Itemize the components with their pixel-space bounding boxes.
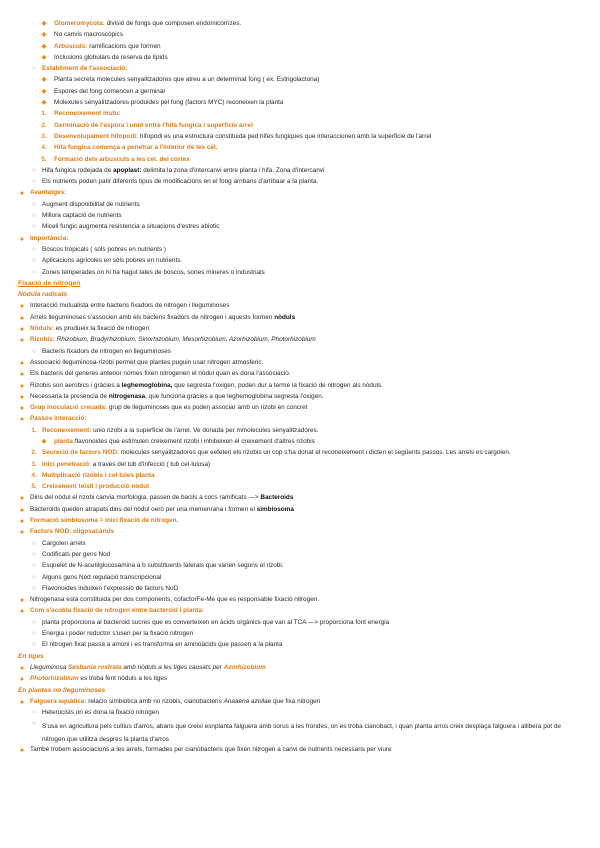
circle-bullet-icon: ○ [32,641,36,649]
list-item: ○ Augment disponibilitat de nutrients [0,201,600,212]
circle-bullet-icon: ○ [32,166,36,174]
list-item: ○ S'usa en agricultura pels cultius d'arros, abans que creixi esnplanta falguera amb sorus a les frondes, on es troba cianobact, i quan planta arros creix desplaça falguera i allibera pot de nitrogen que utilitza despres la planta d'arros [0,720,600,746]
list-item: ○ Millora captació de nutrients [0,212,600,223]
bullet-dot-icon: ● [19,326,25,334]
list-item: ◆ Glomeromycota: divisió de fongs que composen endomicorrizes. [41,20,242,27]
list-number: 3. [41,132,47,140]
bullet-dot-icon: ● [19,393,25,401]
list-item: ○ Miceli fungic augmenta resistencia a situacions d'estres abiotic [0,223,600,234]
list-item: ● Avantatges: [19,189,67,198]
list-item: ○ Bacteris fixadors de nitrogen en lleguminoses [0,348,600,359]
bullet-dot-icon: ● [19,416,25,424]
list-number: 1. [41,110,47,118]
bullet-dot-icon: ● [19,664,25,672]
circle-bullet-icon: ○ [32,550,36,558]
bullet-dot-icon: ● [19,495,25,503]
diamond-bullet-icon: ◆ [41,99,47,107]
bullet-dot-icon: ● [19,518,25,526]
circle-bullet-icon: ○ [32,709,36,717]
list-number: 4. [41,144,47,152]
list-number: 5. [31,483,37,491]
diamond-bullet-icon: ◆ [41,437,47,445]
circle-bullet-icon: ○ [32,573,36,581]
list-item: ● Necessaria la presencia de nitrogenasa, que funciona gràcies a que leghemoglobina segresta l'oxigen. [19,392,324,401]
list-item: 3. Inici penetració: a traves del tub d'infecció ( tub cel·lulosa) [31,460,211,468]
subsection-heading: En tiges [18,652,44,660]
bullet-dot-icon: ● [19,235,25,243]
bullet-dot-icon: ● [19,190,25,198]
list-item: 2. Germinació de l'espora i unió entre l'hifa fungica i superficie arrel [41,121,253,129]
list-item: ● Passos interacció: [19,415,87,424]
list-item: 5. Formació dels arbuscuIs a les cel. del cortex [41,155,190,163]
list-item: ● Arrels lleguminoses s'associen amb els bacteris fixadors de nitrogen i aquests formen nòduls [19,313,296,322]
circle-bullet-icon: ○ [32,268,36,276]
list-item: ○ Heterocists on es dona la fixació nitrogen [0,709,600,720]
list-number: 5. [41,155,47,163]
list-item: 2. Secreció de factors NOD: molecules senyalitzadores que eefeten els rizobis un cop s'ha donat el reconeixement i dicten el següents passos. Les arrels es cargolen. [31,449,511,457]
diamond-bullet-icon: ◆ [41,31,47,39]
bullet-dot-icon: ● [19,314,25,322]
list-item: ◆ planta:flavonoides que estimulen creixement rizobi i inhibeixen el creixement d'altres rizobis [41,437,315,445]
list-item: ○ Cargolen arrels [0,540,600,551]
bullet-dot-icon: ● [19,371,25,379]
list-item: ○ Hifa fungica rodejada de apoplast: delimita la zona d'intercanvi entre planta i hifa. Zona d'intercanvi [0,167,600,178]
list-item: ● Grup inoculació creuada: grup de lleguminoses que es poden associar amb un rizobi en concret [19,404,308,413]
list-item: ◆ Arbúsculs: ramificacions que formen [41,42,161,50]
circle-bullet-icon: ○ [32,630,36,638]
list-item: ○ Energia i poder reductor s'usen per la fixació nitrogen [0,630,600,641]
diamond-bullet-icon: ◆ [41,87,47,95]
list-item: ○ Alguns gens Nod regulació transcripcional [0,574,600,585]
list-item: ● Bacteroids queden atrapats dins del nòdul oerò per una memenrana i formen el simbiosoma [19,505,294,514]
bullet-dot-icon: ● [19,529,25,537]
bullet-dot-icon: ● [19,747,25,755]
diamond-bullet-icon: ◆ [41,42,47,50]
list-item: ● Formació simbiosoma = inici fixació de nitrogen. [19,517,179,526]
circle-bullet-icon: ○ [32,200,36,208]
list-number: 3. [31,460,37,468]
list-item: ● Factors NOD: oligosacàrids [19,528,115,537]
list-item: ○ Zones temperades on hi ha hagut tales de boscos, sones mineres o industrials [0,269,600,280]
bullet-dot-icon: ● [19,676,25,684]
list-item: ● Associació lleguminosa-rizobi permet que plantes puguin usar nitrogen atmosferic. [19,358,264,367]
list-item: ○ Establiment de l'associació: [0,65,600,76]
list-item: ● També trobem associacions a les arrels, formades per cianobacteris que fixen nitrogen a canvi de nutrients necessaris per viure [19,746,392,755]
subsection-heading: Nòdula radicals [18,291,68,299]
bullet-dot-icon: ● [19,597,25,605]
list-item: ◆ Inclusions globulars de reserva de lípids [41,53,168,61]
list-item: ○ planta proporciona al bacteroid sucres que es converteixen en àcids orgànics que van al TCA —> proporciona font energia [0,619,600,630]
circle-bullet-icon: ○ [32,539,36,547]
bullet-dot-icon: ● [19,382,25,390]
circle-bullet-icon: ○ [32,257,36,265]
list-item: ◆ Molexules senyalitzadores produides pel fong (factors MYC) reconeixen la planta [41,99,284,107]
bullet-dot-icon: ● [19,608,25,616]
list-item: ● Rizobis son aerobics i gràcies a leghemoglobina, que segresta l'oxigen, poden dur a terme la fixació de nitrogen als nòduls. [19,381,383,390]
bullet-dot-icon: ● [19,405,25,413]
bullet-dot-icon: ● [19,337,25,345]
list-item: ● Els bacteris del generes anterior nomes fixen nitrogenen el nòdul quan es dona l'associacio. [19,370,291,379]
list-item: ◆ No canvis macroscòpics [41,31,123,39]
bullet-dot-icon: ● [19,303,25,311]
list-number: 2. [41,121,47,129]
list-item: 5. Creixement teixit i producció nòdul [31,483,149,491]
bullet-dot-icon: ● [19,506,25,514]
circle-bullet-icon: ○ [32,618,36,626]
circle-bullet-icon: ○ [32,720,36,728]
circle-bullet-icon: ○ [32,562,36,570]
list-item: 3. Desenvolupament hifopodi: hifopodi es una estructura constituida ped hifes fungiques que interaccionen amb la superficie de l'arrel [41,132,432,140]
list-item: ● Nòduls: es produeix la fixació de nitrogen [19,325,150,334]
list-item: ○ Boscos tropicals ( sòls pobres en nutrients ) [0,246,600,257]
list-item: ○ Els nutrients poden patir diferents tipus de modificacions en el fong arnbans d'arribaar a la planta. [0,178,600,189]
list-item: ○ El nitrogen fixat passa a amoni i es transforma en aminoàcids que passen a la planta [0,641,600,652]
section-heading: Fixació de nitrogen [18,279,81,287]
document-page [0,20,600,758]
list-item: ● Com s'acoblа fixació de nitrogen entre bacteroid i planta: [19,607,205,616]
list-item: ● Importància: [19,234,69,243]
list-item: ● Nitrogenasa està constituida per dos components, cofactorFe-Me que es responsable fixació nitrogen. [19,596,320,605]
bullet-dot-icon: ● [19,359,25,367]
diamond-bullet-icon: ◆ [41,20,47,27]
list-item: ● Dins del nòdul el rizobi canvia morfologia, passen de bacils a cocs ramificats —> Bacteroids [19,494,294,503]
list-number: 2. [31,449,37,457]
list-item: 1. Reconeixement: unio rizobi a la superficie de l'arrel. Ve donada per mmolecules senyalitzadores. [31,426,319,434]
subsection-heading: En plantes no lleguminoses [18,686,106,694]
list-item: ◆ Planta secreta molecules senyalitzadores que atreu a un determinat fong ( ex. Estrigolactona) [41,76,320,84]
list-item: ● Falguera aquàtica: relacio simbiotica amb no rizobis, cianobacteris Anaaena azollae que fixa nitrogen [19,697,321,706]
list-item: ○ Flavonoides induixen l'expressió de factors NoD [0,585,600,596]
list-item: ◆ Espores del fong comencen a germinar [41,87,166,95]
circle-bullet-icon: ○ [32,212,36,220]
diamond-bullet-icon: ◆ [41,76,47,84]
list-item: ● Rizobis: Rhizobium, Bradyrhizobium, Sinorhizobium, Mesorhizobium, Azorhizobium, Photorhizobium [19,336,316,345]
list-item: ● Interacció mutualista entre bacteris fixadors de nitrogen i lleguminoses [19,302,230,311]
bullet-dot-icon: ● [19,698,25,706]
list-item: ○ Aplicacions agrícoles en sòls pobres en nutrients [0,257,600,268]
list-item: ● Lleguminosa Sesbania rostrata amb nòduls a les tiges causats per Azorhizobium [19,663,266,672]
circle-bullet-icon: ○ [32,584,36,592]
circle-bullet-icon: ○ [32,65,36,73]
list-item: 1. Reconeixement mutu: [41,110,121,118]
list-item: ● Photorhizobium es troba fent nòduls a les tiges [19,675,168,684]
circle-bullet-icon: ○ [32,178,36,186]
list-number: 1. [31,426,37,434]
circle-bullet-icon: ○ [32,245,36,253]
list-item: ○ Esquelet de N-acetilglucosamina a b substituents laterals que varien segons el rizobi. [0,562,600,573]
diamond-bullet-icon: ◆ [41,53,47,61]
list-item: 4. Multiplicació rizobis i cel·lules planta [31,471,155,479]
circle-bullet-icon: ○ [32,223,36,231]
circle-bullet-icon: ○ [32,347,36,355]
list-item: ○ Codificats per gens Nod [0,551,600,562]
list-number: 4. [31,471,37,479]
list-item: 4. Hifa fungica comença a penetrar a l'interior de les cèl. [41,144,218,152]
